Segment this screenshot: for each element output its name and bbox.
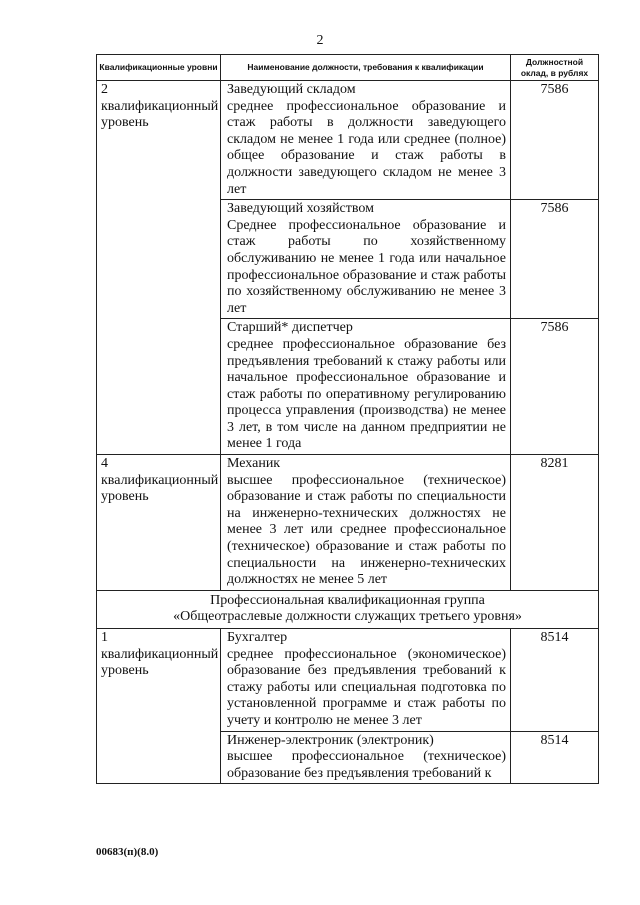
salary-cell: 8514 <box>511 731 599 784</box>
salary-cell: 8514 <box>511 629 599 732</box>
position-requirements: среднее профессиональное (экономическое) образование без предъявления требований к стажу работы или специальная подготовка по установленной программе и стаж работы по учету и контролю не менее 3 лет <box>227 646 506 728</box>
qualification-level-cell: 2 квалификационный уровень <box>97 81 221 455</box>
position-title: Старший* диспетчер <box>227 320 353 336</box>
table-row <box>97 629 599 732</box>
salary-cell: 7586 <box>511 200 599 319</box>
document-code: 00683(п)(8.0) <box>96 846 159 858</box>
group-heading-line-1: Профессиональная квалификационная группа <box>210 592 485 608</box>
table-row <box>97 81 599 200</box>
position-requirements: высшее профессиональное (техническое) образование без предъявления требований к <box>227 749 506 781</box>
qualification-level-cell: 1 квалификационный уровень <box>97 629 221 784</box>
header-qualification-levels: Квалификационные уровни <box>97 55 221 81</box>
salary-cell: 8281 <box>511 455 599 591</box>
position-title: Бухгалтер <box>227 630 288 645</box>
position-requirements: среднее профессиональное образование и стаж работы в должности заведующего складом не менее 1 года или среднее (полное) общее образование и стаж работы в должности заведующего складом не менее 3 лет <box>227 98 506 197</box>
position-title: Заведующий хозяйством <box>227 201 374 217</box>
salary-cell: 7586 <box>511 81 599 200</box>
position-requirements: Среднее профессиональное образование и стаж работы по хозяйственному обслуживанию не менее 1 года или начальное профессиональное образование и стаж работы по хозяйственному обслуживанию не менее 3 лет <box>227 217 506 316</box>
position-title: Механик <box>227 456 281 472</box>
group-heading-row <box>97 590 599 628</box>
position-cell <box>221 319 511 455</box>
salary-cell: 7586 <box>511 319 599 455</box>
header-salary: Должностной оклад, в рублях <box>511 55 599 81</box>
position-cell <box>221 81 511 200</box>
qualification-table <box>96 54 599 784</box>
position-requirements: среднее профессиональное образование без предъявления требований к стажу работы или начальное профессиональное образование и стаж работы по оперативному регулированию процесса управления (производства) не менее 3 лет, в том числе на данном предприятии не менее 1 года <box>227 336 506 452</box>
position-cell <box>221 629 511 732</box>
group-heading-cell <box>97 590 599 628</box>
table-header-row <box>97 55 599 81</box>
table-row <box>97 455 599 591</box>
group-heading-line-2: «Общеотраслевые должности служащих третьего уровня» <box>173 609 522 625</box>
position-title: Инженер-электроник (электроник) <box>227 732 434 748</box>
page-number: 2 <box>316 33 324 48</box>
qualification-level-cell: 4 квалификационный уровень <box>97 455 221 591</box>
position-cell <box>221 455 511 591</box>
header-position-requirements: Наименование должности, требования к квалификации <box>221 55 511 81</box>
position-cell <box>221 731 511 784</box>
position-title: Заведующий складом <box>227 82 356 97</box>
position-requirements: высшее профессиональное (техническое) образование и стаж работы по специальности на инженерно-технических должностях не менее 3 лет или среднее профессиональное (техническое) образование и стаж работы по специальности на инженерно-технических должностях не менее 5 лет <box>227 472 506 588</box>
position-cell <box>221 200 511 319</box>
